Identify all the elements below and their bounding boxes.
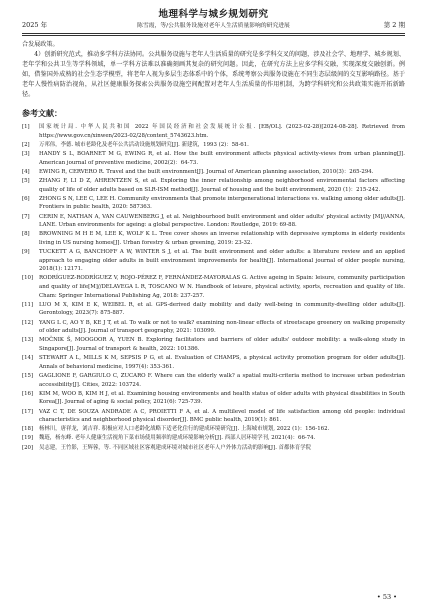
reference-text: 万邦伟，李德. 城市老龄化及老年公共活动设施规划研究[J]. 新建筑，1993 (2)：58-61.	[39, 141, 249, 148]
reference-item	[22, 354, 405, 371]
reference-number: [9]	[22, 249, 30, 256]
reference-number: [10]	[22, 275, 34, 282]
references-list	[22, 123, 405, 452]
reference-text: MOČNIK Š, MOOGOOR A, YUEN B. Exploring facilitators and barriers of older adults' outdoor mobility: a walk-along study in Singapore[J]. Journal of transport & health, 2022: 101386.	[39, 337, 405, 352]
reference-text: 国家统计局. 中华人民共和国 2022 年国民经济和社会发展统计公报. [EB/OL]. (2023-02-28)[2024-08-28]. Retrieved from https://www.gov.cn/xinwen/2023-02/28/content_5743623.htm.	[39, 124, 405, 139]
reference-item	[22, 150, 405, 167]
reference-item	[22, 301, 405, 318]
header-rule	[22, 33, 405, 34]
reference-item	[22, 444, 405, 453]
reference-text: EWING R, CERVERO R. Travel and the built environment[J]. Journal of American planning association, 2010(3)：265-294.	[39, 168, 374, 175]
reference-item	[22, 336, 405, 353]
reference-number: [2]	[22, 141, 30, 148]
reference-item	[22, 213, 405, 230]
reference-item	[22, 195, 405, 212]
reference-number: [5]	[22, 177, 30, 184]
year-label: 2025 年	[22, 21, 48, 29]
reference-number: [18]	[22, 426, 34, 433]
journal-title: 地理科学与城乡规划研究	[158, 9, 269, 20]
reference-text: VAZ C T, DE SOUZA ANDRADE A C, PROIETTI F A, et al. A multilevel model of life satisfaction among old people: individual characteristics and neighborhood physical disorder[J]. BMC public health, 2019(1): 861.	[39, 408, 405, 424]
reference-text: RODRÍGUEZ-RODRÍGUEZ V, ROJO-PÉREZ F, FERNÁNDEZ-MAYORALAS G. Active ageing in Spain: leisure, community participation and quality of life[M]//DELAVEGA L R, TOSCANO W N. Handbook of leisure, physical activity, sports, recreation and quality of life. Cham: Springer International Publishing Ag, 2018: 237-257.	[39, 275, 405, 299]
reference-text: HANDY S L, BOARNET M G, EWING R, et al. How the built environment affects physical activity-views from urban planning[J]. American journal of preventive medicine, 2002(2)：64-73.	[39, 150, 405, 166]
reference-item	[22, 319, 405, 336]
reference-number: [15]	[22, 372, 34, 379]
page-number: • 53 •	[376, 593, 397, 601]
reference-number: [14]	[22, 355, 34, 362]
reference-number: [8]	[22, 231, 30, 238]
reference-number: [1]	[22, 124, 30, 130]
reference-item	[22, 274, 405, 300]
references-heading: 参考文献：	[22, 108, 62, 118]
reference-text: ZHANG F, LI D Z, AHRENTZEN S, et al. Exploring the inner relationship among neighborhood environmental factors affecting quality of life of older adults based on SLR-ISM method[J]. Journal of housing and the built environment, 2020 (1)：215-242.	[39, 177, 405, 193]
reference-text: GAGLIONE F, GARGIULO C, ZUCARO F. Where can the elderly walk? a spatial multi-criteria method to increase urban pedestrian accessibility[J]. Cities, 2022: 103724.	[39, 372, 405, 388]
reference-item	[22, 123, 405, 140]
reference-item	[22, 248, 405, 274]
reference-text: BROWNING M H E M, LEE K, WOLF K L. Tree cover shows an inverse relationship with depressive symptoms in elderly residents living in US nursing homes[J]. Urban forestry & urban greening, 2019: 23-32.	[39, 231, 405, 246]
reference-number: [4]	[22, 168, 30, 175]
issue-label: 第 2 期	[383, 21, 405, 29]
reference-item	[22, 390, 405, 407]
reference-number: [20]	[22, 444, 34, 451]
reference-number: [19]	[22, 435, 34, 442]
reference-text: 吴志建，王竹影，王辉蓉，等. 不同区域社区客观建成环境对城市社区老年人户外体力活动的影响[J]. 首都体育学院	[39, 444, 311, 451]
reference-text: KIM M, WOO B, KIM H J, et al. Examining housing environments and health status of older adults with physical disabilities in South Korea[J]. Journal of aging & social policy, 2021(6): 725-739.	[39, 390, 405, 406]
reference-text: STEWART A L, MILLS K M, SEPSIS P G, et al. Evaluation of CHAMPS, a physical activity promotion program for older adults[J]. Annals of behavioral medicine, 1997(4): 353-361.	[39, 355, 405, 370]
reference-number: [6]	[22, 195, 30, 202]
reference-item	[22, 372, 405, 389]
reference-number: [12]	[22, 319, 34, 326]
reference-item	[22, 168, 405, 177]
reference-item	[22, 434, 405, 443]
reference-text: TUCKETT A G, BANCHOFF A W, WINTER S J, et al. The built environment and older adults: a literature review and an applied approach to engaging older adults in built environment improvements for health[J]. International journal of older people nursing, 2018(1): 12171.	[39, 249, 405, 273]
page-header	[22, 6, 405, 32]
reference-text: CERIN E, NATHAN A, VAN CAUWENBERG J, et al. Neighbourhood built environment and older adults' physical activity [M]//ANNA, LANE. Urban environments for ageing: a global perspective. London: Routledge, 2019: 69-88.	[39, 213, 405, 229]
reference-text: 杨林川，唐祥龙，刘吉祥. 积极应对人口老龄化战略下适老化住行的建成环境研究[J]. 上海城市规划, 2022 (1)：156-162.	[39, 426, 330, 433]
header-rule-thin	[22, 35, 405, 36]
running-title: 陈雪霞，等/公共服务设施对老年人生活质量影响的研究进展	[137, 23, 290, 29]
reference-item	[22, 408, 405, 425]
reference-number: [13]	[22, 337, 34, 344]
paragraph-continuation: 合发展政策。	[22, 41, 59, 48]
reference-text: 魏琏，杨东峰. 老年人健康生活视角下菜市场使用频率的建成环境影响分析[J]. 西部人居环境学刊, 2021(4)：66-74.	[39, 435, 316, 442]
article-body	[22, 40, 405, 453]
reference-item	[22, 177, 405, 194]
reference-text: LUO M X, KIM E K, WEIBEL R, et al. GPS-derived daily mobility and daily well-being in community-dwelling older adults[J]. Gerontology, 2023(7): 875-887.	[39, 301, 405, 317]
reference-number: [11]	[22, 301, 34, 308]
reference-text: ZHONG S N, LEE C, LEE H. Community environments that promote intergenerational interactions vs. walking among older adults[J]. Frontiers in public health, 2020: 587363.	[39, 195, 405, 211]
reference-number: [7]	[22, 213, 30, 220]
reference-number: [17]	[22, 408, 34, 415]
reference-item	[22, 141, 405, 150]
reference-text: YANG L C, AO Y B, KE J T, et al. To walk or not to walk? examining non-linear effects of streetscape greenery on walking propensity of older adults[J]. Journal of transport geography, 2021: 103099.	[39, 319, 405, 335]
reference-number: [16]	[22, 390, 34, 397]
reference-item	[22, 425, 405, 434]
paragraph-4: 4）创新研究范式，推动多学科方法协同。公共服务设施与老年人生活质量的研究是多学科交叉的问题，涉及社会学、地理学、城乡规划、老年学和公共卫生等学科领域，单一学科方法难以准确刻画其复杂的研究问题。因此，在研究方法上应多学科交融，实现深度交融创新。例如，借鉴国外成熟的社会生态学模型，将老年人视为多层生态体系中的个体，系统考察公共服务设施在不同生态层级间的交互影响路径。基于老年人慢性病防治视角，从社区健康服务探索公共服务设施空间配置对老年人生活质量的作用机制，为跨学科研究和公共政策实施开拓新路径。	[22, 51, 405, 98]
reference-item	[22, 230, 405, 247]
reference-number: [3]	[22, 150, 30, 157]
